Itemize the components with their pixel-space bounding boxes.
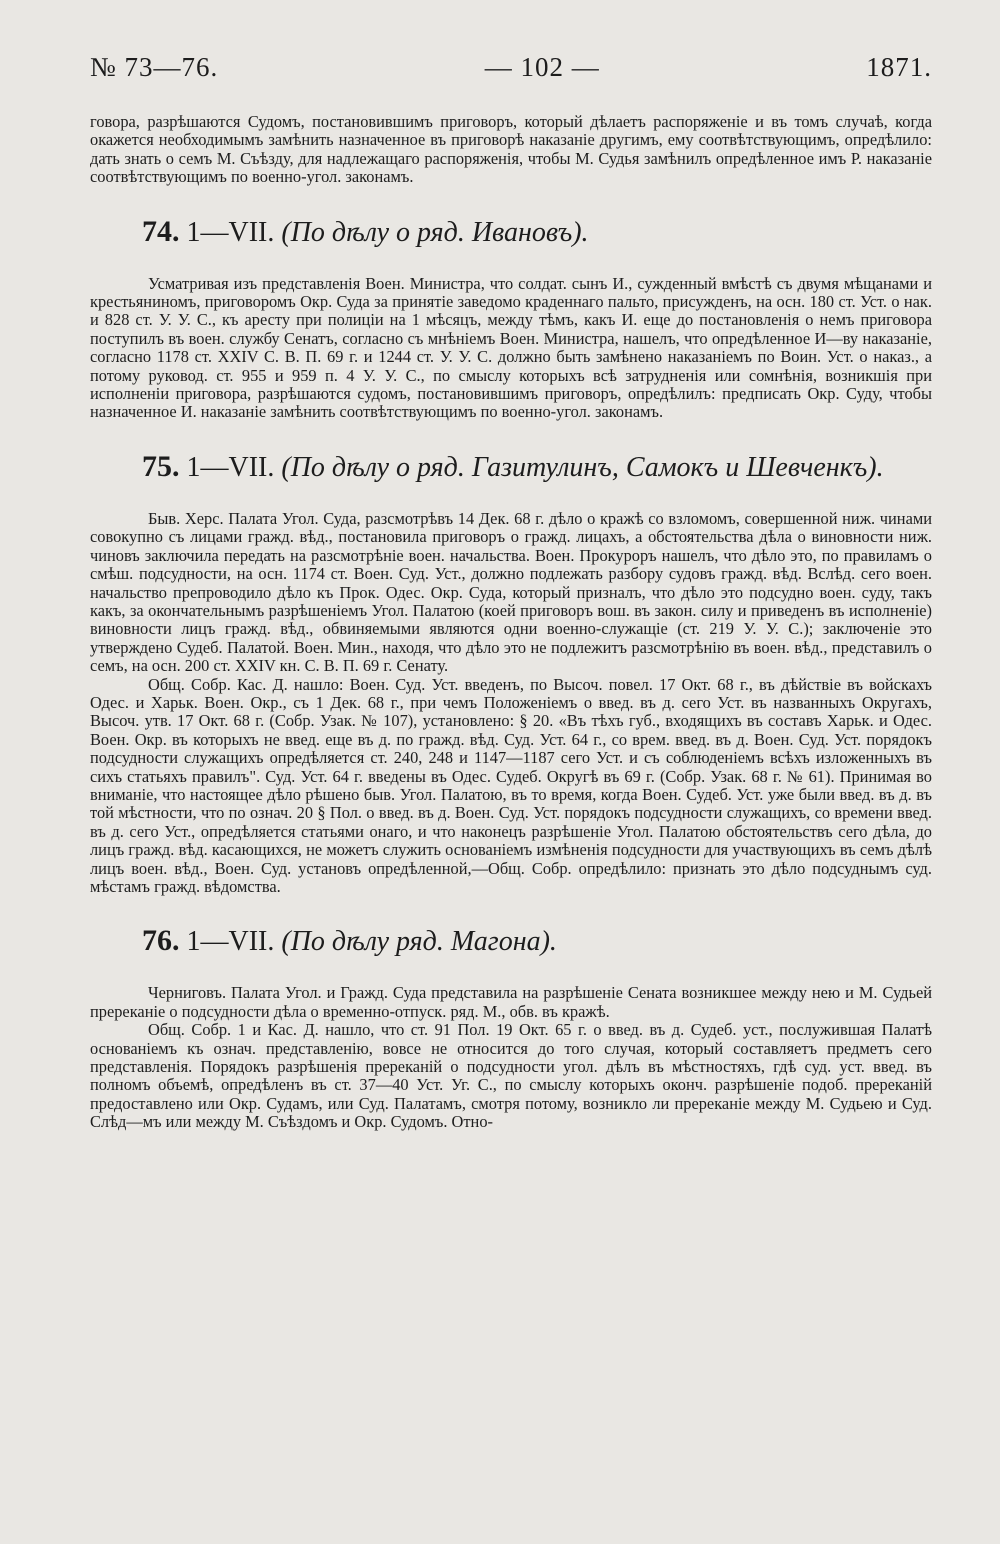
section-74-paragraph: Усматривая изъ представленія Воен. Министра, что солдат. сынъ И., сужденный вмѣстѣ съ двумя мѣщанами и крестьяниномъ, приговоромъ Окр. Суда за принятіе заведомо краденнаго пальто, присужденъ, на осн. 180 ст. Уст. о нак. и 828 ст. У. У. С., къ аресту при полиціи на 1 мѣсяцъ, между тѣмъ, какъ И. еще до постановленія о немъ приговора поступилъ въ воен. службу Сенатъ, согласно съ мнѣніемъ Воен. Министра, нашелъ, что опредѣленное И—ву наказаніе, согласно 1178 ст. XXIV С. В. П. 69 г. и 1244 ст. У. У. С. должно быть замѣнено наказаніемъ по Воин. Уст. о наказ., а потому руковод. ст. 955 и 959 п. 4 У. У. С., по смыслу которыхъ всѣ затрудненія или сомнѣнія, возникшія при исполненіи приговора, разрѣшаются судомъ, постановившимъ приговоръ, опредѣлилъ: предписать Окр. Суду, чтобы назначенное И. наказаніе замѣнить соотвѣтствующимъ по военно-угол. законамъ.: [90, 273, 932, 422]
section-76-heading: [142, 924, 932, 958]
section-date: 1—VII.: [186, 926, 275, 958]
section-title: (По дѣлу ряд. Магона).: [281, 926, 557, 958]
section-title: (По дѣлу о ряд. Газитулинъ, Самокъ и Шевченкъ).: [281, 451, 884, 483]
section-74-heading: [142, 215, 932, 249]
section-date: 1—VII.: [186, 451, 275, 483]
section-76-paragraph-1: Черниговъ. Палата Угол. и Гражд. Суда представила на разрѣшеніе Сената возникшее между нею и М. Судьей пререканіе о подсудности дѣла о временно-отпуск. ряд. М., обв. въ кражѣ.: [90, 983, 932, 1021]
section-number: 74.: [142, 214, 180, 248]
section-number: 76.: [142, 924, 180, 958]
section-76-paragraph-2: Общ. Собр. 1 и Кас. Д. нашло, что ст. 91 Пол. 19 Окт. 65 г. о введ. въ д. Судеб. уст., послужившая Палатѣ основаніемъ къ означ. представленію, вовсе не относится до того случая, который составляетъ предметъ сего представленія. Порядокъ разрѣшенія пререканій о подсудности угол. дѣлъ въ мѣстностяхъ, гдѣ суд. уст. введ. въ полномъ объемѣ, опредѣленъ въ ст. 37—40 Уст. Уг. С., по смыслу которыхъ оконч. разрѣшеніе подоб. пререканій предоставлено или Окр. Судамъ, или Суд. Палатамъ, смотря потому, возникло ли пререканіе между М. Судьею и Суд. Слѣд—мъ или между М. Съѣздомъ и Окр. Судомъ. Отно-: [90, 1020, 932, 1132]
header-year: 1871.: [866, 52, 932, 82]
header-issue-number: № 73—76.: [90, 52, 219, 82]
section-title: (По дѣлу о ряд. Ивановъ).: [281, 216, 589, 248]
section-number: 75.: [142, 449, 180, 483]
section-75-heading: [142, 450, 932, 484]
header-page-number: — 102 —: [484, 52, 600, 82]
section-75-paragraph-2: Общ. Собр. Кас. Д. нашло: Воен. Суд. Уст. введенъ, по Высоч. повел. 17 Окт. 68 г., въ дѣйствіе въ войскахъ Одес. и Харьк. Воен. Окр., съ 1 Дек. 68 г., при чемъ Положеніемъ о введ. въ д. сего Уст. въ названныхъ Округахъ, Высоч. утв. 17 Окт. 68 г. (Собр. Узак. № 107), установлено: § 20. «Въ тѣхъ губ., входящихъ въ составъ Харьк. и Одес. Воен. Окр. въ которыхъ не введ. еще въ д. по гражд. вѣд. Суд. Уст. 64 г., со врем. введ. въ д. Воен. Суд. Уст. порядокъ подсудности служащихъ опредѣляется ст. 240, 248 и 1147—1187 сего Уст. и съ соблюденіемъ всѣхъ изложенныхъ въ сихъ статьяхъ правилъ". Суд. Уст. 64 г. введены въ Одес. Судеб. Округѣ въ 69 г. (Собр. Узак. 68 г. № 61). Принимая во вниманіе, что настоящее дѣло рѣшено быв. Угол. Палатою, въ то время, когда Воен. Судеб. Уст. уже были введ. въ д. въ той мѣстности, что по означ. 20 § Пол. о введ. въ д. Воен. Суд. Уст. порядокъ подсудности служащихъ, со времени введ. въ д. сего Уст., опредѣляется статьями онаго, и что наконецъ разрѣшеніе Угол. Палатою обстоятельствъ сего дѣла, до лицъ гражд. вѣд. касающихся, не можетъ служить основаніемъ измѣненія подсудности для участвующихъ въ семъ дѣлѣ лицъ воен. вѣд., Воен. Суд. установъ опредѣленной,—Общ. Собр. опредѣлило: признать это дѣло подсуднымъ суд. мѣстамъ гражд. вѣдомства.: [90, 674, 932, 896]
intro-paragraph: говора, разрѣшаются Судомъ, постановившимъ приговоръ, который дѣлаетъ распоряженіе и въ томъ случаѣ, когда окажется необходимымъ замѣнить назначенное въ приговорѣ наказаніе другимъ, ему соотвѣтствующимъ, опредѣлило: дать знать о семъ М. Съѣзду, для надлежащаго распоряженія, чтобы М. Судья замѣнилъ опредѣленное имъ Р. наказаніе соотвѣтствующимъ по военно-угол. законамъ.: [90, 112, 932, 187]
page-header: [90, 52, 932, 83]
section-75-paragraph-1: Быв. Херс. Палата Угол. Суда, разсмотрѣвъ 14 Дек. 68 г. дѣло о кражѣ со взломомъ, совершенной ниж. чинами совокупно съ лицами гражд. вѣд., постановила приговоръ о гражд. лицахъ, а обстоятельства дѣла о виновности ниж. чиновъ заключила передать на разсмотрѣніе воен. начальства. Воен. Прокуроръ нашелъ, что дѣло это, по правиламъ о смѣш. подсудности, на осн. 1174 ст. Воен. Суд. Уст., должно подлежать разбору судовъ гражд. вѣд. Вслѣд. сего воен. начальство препроводило дѣло къ Прок. Одес. Окр. Суда, который призналъ, что дѣло это подсудно воен. суду, такъ какъ, за окончательнымъ разрѣшеніемъ Угол. Палатою (коей приговоръ вош. въ закон. силу и приведенъ въ исполненіе) виновности лицъ гражд. вѣд., обвиняемыми являются одни военно-служащіе (ст. 219 У. У. С.); заключеніе это утверждено Судеб. Палатой. Воен. Мин., находя, что дѣло это не подлежитъ разсмотрѣнію въ воен. вѣд., представилъ о семъ, на осн. 200 ст. XXIV кн. С. В. П. 69 г. Сенату.: [90, 508, 932, 676]
section-date: 1—VII.: [186, 216, 275, 248]
